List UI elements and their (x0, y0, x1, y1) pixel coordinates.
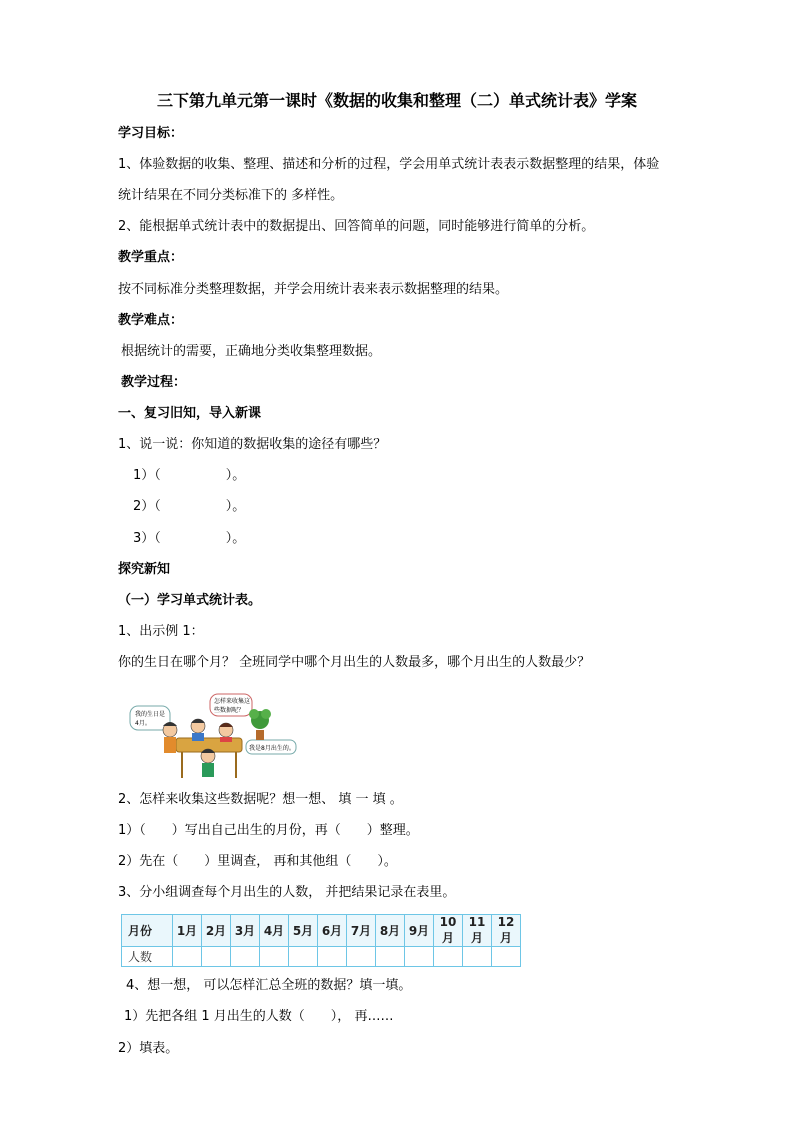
month-cell: 11月 (463, 915, 492, 947)
question-4-item-2: 2）填表。 (118, 1041, 179, 1056)
count-cell (289, 947, 318, 967)
difficulty-heading: 教学难点： (118, 313, 184, 328)
goal-1-line-b: 统计结果在不同分类标准下的 多样性。 (118, 188, 344, 203)
key-text: 按不同标准分类整理数据，并学会用统计表来表示数据整理的结果。 (118, 282, 509, 297)
question-4-item-1: 1）先把各组 1 月出生的人数（ ）， 再…… (124, 1009, 394, 1024)
question-2: 2、怎样来收集这些数据呢？想一想、 填 一 填 。 (118, 792, 403, 807)
count-cell (173, 947, 202, 967)
month-row-label: 月份 (122, 915, 173, 947)
question-1: 1、说一说：你知道的数据收集的途径有哪些？ (118, 437, 387, 452)
month-cell: 3月 (231, 915, 260, 947)
bubble-right-text: 我是8月出生的。 (249, 745, 295, 752)
question-3: 3、分小组调查每个月出生的人数， 并把结果记录在表里。 (118, 885, 456, 900)
month-cell: 7月 (347, 915, 376, 947)
count-cell (318, 947, 347, 967)
table-count-row (122, 947, 521, 967)
month-cell: 1月 (173, 915, 202, 947)
question-2-item-2: 2）先在（ ）里调查， 再和其他组（ ）。 (118, 854, 397, 869)
goal-2: 2、能根据单式统计表中的数据提出、回答简单的问题，同时能够进行简单的分析。 (118, 219, 595, 234)
count-cell (347, 947, 376, 967)
goals-heading: 学习目标： (118, 126, 184, 141)
count-cell (376, 947, 405, 967)
page-title: 三下第九单元第一课时《数据的收集和整理（二）单式统计表》学案 (156, 91, 637, 110)
bubble-top-line1: 怎样来收集这 (214, 698, 251, 705)
question-2-item-1: 1）（ ）写出自己出生的月份，再（ ）整理。 (118, 823, 419, 838)
month-cell: 8月 (376, 915, 405, 947)
question-1-blank-1: 1）（ ）。 (133, 468, 246, 483)
key-heading: 教学重点： (118, 250, 184, 265)
month-cell: 6月 (318, 915, 347, 947)
table-header-row (122, 915, 521, 947)
example-1-question: 你的生日在哪个月？ 全班同学中哪个月出生的人数最多，哪个月出生的人数最少？ (118, 655, 591, 670)
count-cell (202, 947, 231, 967)
classroom-illustration (128, 690, 298, 782)
count-cell (492, 947, 521, 967)
count-cell (231, 947, 260, 967)
birth-month-table (121, 914, 521, 967)
count-cell (463, 947, 492, 967)
count-cell (405, 947, 434, 967)
month-cell: 9月 (405, 915, 434, 947)
process-heading: 教学过程： (121, 375, 187, 390)
bubble-top-line2: 些数据呢？ (214, 707, 245, 714)
bubble-left-line2: 4月。 (135, 720, 151, 727)
difficulty-text: 根据统计的需要，正确地分类收集整理数据。 (121, 344, 382, 359)
count-cell (434, 947, 463, 967)
sub-1-heading: （一）学习单式统计表。 (118, 593, 262, 608)
month-cell: 5月 (289, 915, 318, 947)
month-cell: 2月 (202, 915, 231, 947)
month-cell: 12月 (492, 915, 521, 947)
bubble-left-line1: 我的生日是 (135, 711, 166, 718)
month-cell: 10月 (434, 915, 463, 947)
question-1-blank-3: 3）（ ）。 (133, 531, 246, 546)
question-4: 4、想一想， 可以怎样汇总全班的数据？填一填。 (126, 978, 412, 993)
question-1-blank-2: 2）（ ）。 (133, 499, 246, 514)
goal-1-line-a: 1、体验数据的收集、整理、描述和分析的过程，学会用单式统计表表示数据整理的结果，体验 (118, 157, 660, 172)
month-cell: 4月 (260, 915, 289, 947)
count-row-label: 人数 (122, 947, 173, 967)
example-1-label: 1、出示例 1： (118, 624, 204, 639)
explore-heading: 探究新知 (118, 562, 171, 577)
count-cell (260, 947, 289, 967)
part-1-heading: 一、复习旧知，导入新课 (118, 406, 262, 421)
